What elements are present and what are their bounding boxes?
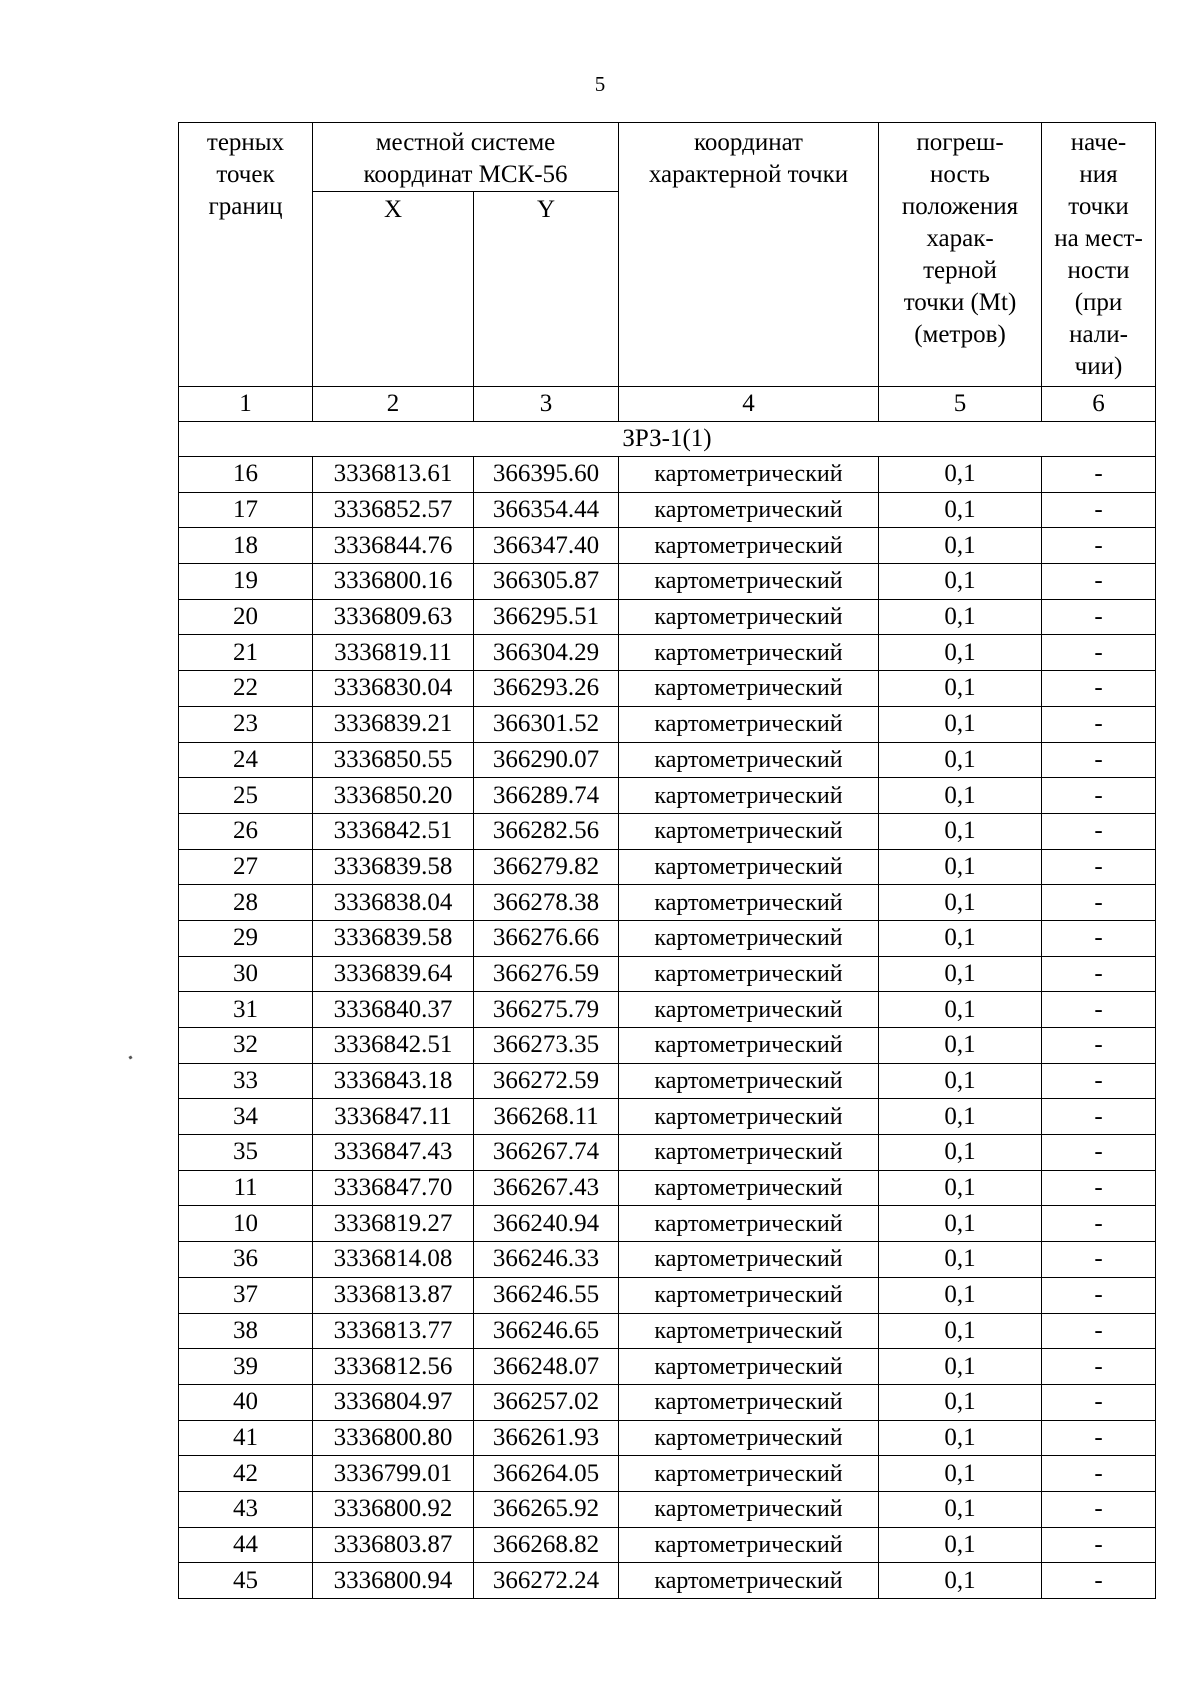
point-number-cell: 19 — [179, 564, 313, 600]
method-cell: картометрический — [619, 849, 879, 885]
accuracy-cell: 0,1 — [879, 813, 1042, 849]
table-row — [179, 849, 1156, 885]
point-number-cell: 20 — [179, 599, 313, 635]
y-coordinate-cell: 366305.87 — [474, 564, 619, 600]
section-title-row — [179, 422, 1156, 457]
method-cell: картометрический — [619, 1206, 879, 1242]
description-cell: - — [1042, 635, 1156, 671]
table-row — [179, 778, 1156, 814]
method-cell: картометрический — [619, 1135, 879, 1171]
accuracy-cell: 0,1 — [879, 1456, 1042, 1492]
y-coordinate-cell: 366290.07 — [474, 742, 619, 778]
accuracy-cell: 0,1 — [879, 1206, 1042, 1242]
table-row — [179, 956, 1156, 992]
point-number-cell: 30 — [179, 956, 313, 992]
point-number-cell: 43 — [179, 1491, 313, 1527]
x-coordinate-cell: 3336852.57 — [313, 492, 474, 528]
point-number-cell: 27 — [179, 849, 313, 885]
y-coordinate-cell: 366273.35 — [474, 1028, 619, 1064]
point-number-cell: 41 — [179, 1420, 313, 1456]
column-number: 6 — [1042, 387, 1156, 422]
x-coordinate-cell: 3336839.64 — [313, 956, 474, 992]
point-number-cell: 34 — [179, 1099, 313, 1135]
header-x: X — [313, 192, 474, 387]
point-number-cell: 10 — [179, 1206, 313, 1242]
y-coordinate-cell: 366248.07 — [474, 1349, 619, 1385]
accuracy-cell: 0,1 — [879, 1099, 1042, 1135]
accuracy-cell: 0,1 — [879, 671, 1042, 707]
table-row — [179, 1384, 1156, 1420]
method-cell: картометрический — [619, 885, 879, 921]
description-cell: - — [1042, 1420, 1156, 1456]
method-cell: картометрический — [619, 492, 879, 528]
y-coordinate-cell: 366289.74 — [474, 778, 619, 814]
y-coordinate-cell: 366347.40 — [474, 528, 619, 564]
accuracy-cell: 0,1 — [879, 1384, 1042, 1420]
description-cell: - — [1042, 1277, 1156, 1313]
y-coordinate-cell: 366268.82 — [474, 1527, 619, 1563]
point-number-cell: 40 — [179, 1384, 313, 1420]
description-cell: - — [1042, 1242, 1156, 1278]
point-number-cell: 23 — [179, 706, 313, 742]
point-number-cell: 24 — [179, 742, 313, 778]
method-cell: картометрический — [619, 1456, 879, 1492]
table-row — [179, 1349, 1156, 1385]
description-cell: - — [1042, 528, 1156, 564]
x-coordinate-cell: 3336847.43 — [313, 1135, 474, 1171]
x-coordinate-cell: 3336799.01 — [313, 1456, 474, 1492]
y-coordinate-cell: 366279.82 — [474, 849, 619, 885]
description-cell: - — [1042, 599, 1156, 635]
x-coordinate-cell: 3336840.37 — [313, 992, 474, 1028]
accuracy-cell: 0,1 — [879, 1242, 1042, 1278]
table-body — [179, 123, 1156, 1599]
y-coordinate-cell: 366301.52 — [474, 706, 619, 742]
accuracy-cell: 0,1 — [879, 1063, 1042, 1099]
point-number-cell: 25 — [179, 778, 313, 814]
method-cell: картометрический — [619, 1420, 879, 1456]
x-coordinate-cell: 3336813.61 — [313, 457, 474, 493]
x-coordinate-cell: 3336800.16 — [313, 564, 474, 600]
accuracy-cell: 0,1 — [879, 1527, 1042, 1563]
y-coordinate-cell: 366267.43 — [474, 1170, 619, 1206]
method-cell: картометрический — [619, 1491, 879, 1527]
y-coordinate-cell: 366246.55 — [474, 1277, 619, 1313]
description-cell: - — [1042, 992, 1156, 1028]
table-header-row — [179, 123, 1156, 192]
y-coordinate-cell: 366276.66 — [474, 920, 619, 956]
point-number-cell: 26 — [179, 813, 313, 849]
description-cell: - — [1042, 778, 1156, 814]
x-coordinate-cell: 3336847.70 — [313, 1170, 474, 1206]
header-coordinate-system: местной системе координат МСК-56 — [313, 123, 619, 192]
accuracy-cell: 0,1 — [879, 599, 1042, 635]
point-number-cell: 21 — [179, 635, 313, 671]
x-coordinate-cell: 3336800.80 — [313, 1420, 474, 1456]
point-number-cell: 37 — [179, 1277, 313, 1313]
accuracy-cell: 0,1 — [879, 920, 1042, 956]
method-cell: картометрический — [619, 457, 879, 493]
header-description: наче- ния точки на мест- ности (при нали- чии) — [1042, 123, 1156, 387]
method-cell: картометрический — [619, 1242, 879, 1278]
x-coordinate-cell: 3336838.04 — [313, 885, 474, 921]
point-number-cell: 29 — [179, 920, 313, 956]
y-coordinate-cell: 366278.38 — [474, 885, 619, 921]
point-number-cell: 33 — [179, 1063, 313, 1099]
method-cell: картометрический — [619, 992, 879, 1028]
y-coordinate-cell: 366257.02 — [474, 1384, 619, 1420]
method-cell: картометрический — [619, 742, 879, 778]
table-row — [179, 1491, 1156, 1527]
table-row — [179, 1099, 1156, 1135]
point-number-cell: 35 — [179, 1135, 313, 1171]
table-row — [179, 457, 1156, 493]
column-numbering-row — [179, 387, 1156, 422]
point-number-cell: 22 — [179, 671, 313, 707]
table-row — [179, 528, 1156, 564]
point-number-cell: 28 — [179, 885, 313, 921]
description-cell: - — [1042, 706, 1156, 742]
column-number: 4 — [619, 387, 879, 422]
point-number-cell: 18 — [179, 528, 313, 564]
description-cell: - — [1042, 1384, 1156, 1420]
method-cell: картометрический — [619, 1099, 879, 1135]
description-cell: - — [1042, 956, 1156, 992]
method-cell: картометрический — [619, 1063, 879, 1099]
y-coordinate-cell: 366282.56 — [474, 813, 619, 849]
method-cell: картометрический — [619, 1170, 879, 1206]
table-row — [179, 1313, 1156, 1349]
header-y: Y — [474, 192, 619, 387]
x-coordinate-cell: 3336839.58 — [313, 849, 474, 885]
method-cell: картометрический — [619, 706, 879, 742]
description-cell: - — [1042, 1491, 1156, 1527]
scan-speck — [128, 1055, 132, 1059]
x-coordinate-cell: 3336850.55 — [313, 742, 474, 778]
table-row — [179, 992, 1156, 1028]
table-row — [179, 492, 1156, 528]
description-cell: - — [1042, 1313, 1156, 1349]
point-number-cell: 32 — [179, 1028, 313, 1064]
accuracy-cell: 0,1 — [879, 457, 1042, 493]
y-coordinate-cell: 366304.29 — [474, 635, 619, 671]
description-cell: - — [1042, 1170, 1156, 1206]
table-row — [179, 1170, 1156, 1206]
point-number-cell: 44 — [179, 1527, 313, 1563]
description-cell: - — [1042, 849, 1156, 885]
accuracy-cell: 0,1 — [879, 778, 1042, 814]
header-point-number: терных точек границ — [179, 123, 313, 387]
method-cell: картометрический — [619, 1384, 879, 1420]
accuracy-cell: 0,1 — [879, 1491, 1042, 1527]
method-cell: картометрический — [619, 778, 879, 814]
method-cell: картометрический — [619, 1563, 879, 1599]
y-coordinate-cell: 366240.94 — [474, 1206, 619, 1242]
y-coordinate-cell: 366267.74 — [474, 1135, 619, 1171]
description-cell: - — [1042, 457, 1156, 493]
point-number-cell: 11 — [179, 1170, 313, 1206]
accuracy-cell: 0,1 — [879, 564, 1042, 600]
method-cell: картометрический — [619, 1313, 879, 1349]
table-row — [179, 1135, 1156, 1171]
point-number-cell: 38 — [179, 1313, 313, 1349]
point-number-cell: 45 — [179, 1563, 313, 1599]
accuracy-cell: 0,1 — [879, 1313, 1042, 1349]
x-coordinate-cell: 3336839.58 — [313, 920, 474, 956]
table-row — [179, 599, 1156, 635]
accuracy-cell: 0,1 — [879, 1420, 1042, 1456]
x-coordinate-cell: 3336830.04 — [313, 671, 474, 707]
x-coordinate-cell: 3336814.08 — [313, 1242, 474, 1278]
table-row — [179, 885, 1156, 921]
method-cell: картометрический — [619, 564, 879, 600]
accuracy-cell: 0,1 — [879, 992, 1042, 1028]
description-cell: - — [1042, 564, 1156, 600]
accuracy-cell: 0,1 — [879, 706, 1042, 742]
description-cell: - — [1042, 742, 1156, 778]
y-coordinate-cell: 366261.93 — [474, 1420, 619, 1456]
point-number-cell: 31 — [179, 992, 313, 1028]
x-coordinate-cell: 3336842.51 — [313, 813, 474, 849]
header-accuracy: погреш- ность положения харак- терной точки (Mt) (метров) — [879, 123, 1042, 387]
x-coordinate-cell: 3336819.11 — [313, 635, 474, 671]
method-cell: картометрический — [619, 813, 879, 849]
table-row — [179, 1028, 1156, 1064]
description-cell: - — [1042, 1563, 1156, 1599]
x-coordinate-cell: 3336812.56 — [313, 1349, 474, 1385]
table-row — [179, 742, 1156, 778]
x-coordinate-cell: 3336819.27 — [313, 1206, 474, 1242]
description-cell: - — [1042, 1456, 1156, 1492]
description-cell: - — [1042, 1349, 1156, 1385]
y-coordinate-cell: 366272.59 — [474, 1063, 619, 1099]
column-number: 3 — [474, 387, 619, 422]
y-coordinate-cell: 366276.59 — [474, 956, 619, 992]
x-coordinate-cell: 3336842.51 — [313, 1028, 474, 1064]
point-number-cell: 42 — [179, 1456, 313, 1492]
table-row — [179, 671, 1156, 707]
table-row — [179, 564, 1156, 600]
x-coordinate-cell: 3336804.97 — [313, 1384, 474, 1420]
table-row — [179, 1063, 1156, 1099]
x-coordinate-cell: 3336850.20 — [313, 778, 474, 814]
table-row — [179, 1242, 1156, 1278]
y-coordinate-cell: 366293.26 — [474, 671, 619, 707]
description-cell: - — [1042, 813, 1156, 849]
description-cell: - — [1042, 671, 1156, 707]
accuracy-cell: 0,1 — [879, 849, 1042, 885]
method-cell: картометрический — [619, 635, 879, 671]
x-coordinate-cell: 3336800.92 — [313, 1491, 474, 1527]
x-coordinate-cell: 3336809.63 — [313, 599, 474, 635]
y-coordinate-cell: 366265.92 — [474, 1491, 619, 1527]
y-coordinate-cell: 366264.05 — [474, 1456, 619, 1492]
table-row — [179, 706, 1156, 742]
page-number: 5 — [594, 72, 606, 96]
table-row — [179, 1277, 1156, 1313]
table-row — [179, 1563, 1156, 1599]
accuracy-cell: 0,1 — [879, 1170, 1042, 1206]
method-cell: картометрический — [619, 1349, 879, 1385]
method-cell: картометрический — [619, 920, 879, 956]
y-coordinate-cell: 366275.79 — [474, 992, 619, 1028]
table-row — [179, 1456, 1156, 1492]
accuracy-cell: 0,1 — [879, 1277, 1042, 1313]
accuracy-cell: 0,1 — [879, 1028, 1042, 1064]
accuracy-cell: 0,1 — [879, 885, 1042, 921]
point-number-cell: 16 — [179, 457, 313, 493]
description-cell: - — [1042, 1099, 1156, 1135]
description-cell: - — [1042, 1527, 1156, 1563]
description-cell: - — [1042, 885, 1156, 921]
method-cell: картометрический — [619, 1028, 879, 1064]
y-coordinate-cell: 366268.11 — [474, 1099, 619, 1135]
method-cell: картометрический — [619, 528, 879, 564]
y-coordinate-cell: 366395.60 — [474, 457, 619, 493]
point-number-cell: 17 — [179, 492, 313, 528]
accuracy-cell: 0,1 — [879, 635, 1042, 671]
table-row — [179, 1527, 1156, 1563]
header-method: координат характерной точки — [619, 123, 879, 387]
x-coordinate-cell: 3336803.87 — [313, 1527, 474, 1563]
accuracy-cell: 0,1 — [879, 1135, 1042, 1171]
accuracy-cell: 0,1 — [879, 742, 1042, 778]
x-coordinate-cell: 3336844.76 — [313, 528, 474, 564]
table-row — [179, 813, 1156, 849]
table-row — [179, 1206, 1156, 1242]
description-cell: - — [1042, 1063, 1156, 1099]
accuracy-cell: 0,1 — [879, 492, 1042, 528]
method-cell: картометрический — [619, 1277, 879, 1313]
column-number: 1 — [179, 387, 313, 422]
method-cell: картометрический — [619, 599, 879, 635]
accuracy-cell: 0,1 — [879, 528, 1042, 564]
method-cell: картометрический — [619, 956, 879, 992]
y-coordinate-cell: 366295.51 — [474, 599, 619, 635]
accuracy-cell: 0,1 — [879, 1563, 1042, 1599]
method-cell: картометрический — [619, 1527, 879, 1563]
section-title: ЗРЗ-1(1) — [179, 422, 1156, 457]
table-row — [179, 920, 1156, 956]
point-number-cell: 39 — [179, 1349, 313, 1385]
accuracy-cell: 0,1 — [879, 1349, 1042, 1385]
column-number: 5 — [879, 387, 1042, 422]
y-coordinate-cell: 366354.44 — [474, 492, 619, 528]
accuracy-cell: 0,1 — [879, 956, 1042, 992]
table-row — [179, 635, 1156, 671]
x-coordinate-cell: 3336813.77 — [313, 1313, 474, 1349]
description-cell: - — [1042, 1028, 1156, 1064]
coordinates-table — [178, 122, 1156, 1599]
column-number: 2 — [313, 387, 474, 422]
x-coordinate-cell: 3336847.11 — [313, 1099, 474, 1135]
table-row — [179, 1420, 1156, 1456]
x-coordinate-cell: 3336843.18 — [313, 1063, 474, 1099]
description-cell: - — [1042, 1206, 1156, 1242]
description-cell: - — [1042, 920, 1156, 956]
description-cell: - — [1042, 492, 1156, 528]
method-cell: картометрический — [619, 671, 879, 707]
x-coordinate-cell: 3336813.87 — [313, 1277, 474, 1313]
x-coordinate-cell: 3336839.21 — [313, 706, 474, 742]
description-cell: - — [1042, 1135, 1156, 1171]
y-coordinate-cell: 366246.65 — [474, 1313, 619, 1349]
point-number-cell: 36 — [179, 1242, 313, 1278]
x-coordinate-cell: 3336800.94 — [313, 1563, 474, 1599]
y-coordinate-cell: 366246.33 — [474, 1242, 619, 1278]
y-coordinate-cell: 366272.24 — [474, 1563, 619, 1599]
